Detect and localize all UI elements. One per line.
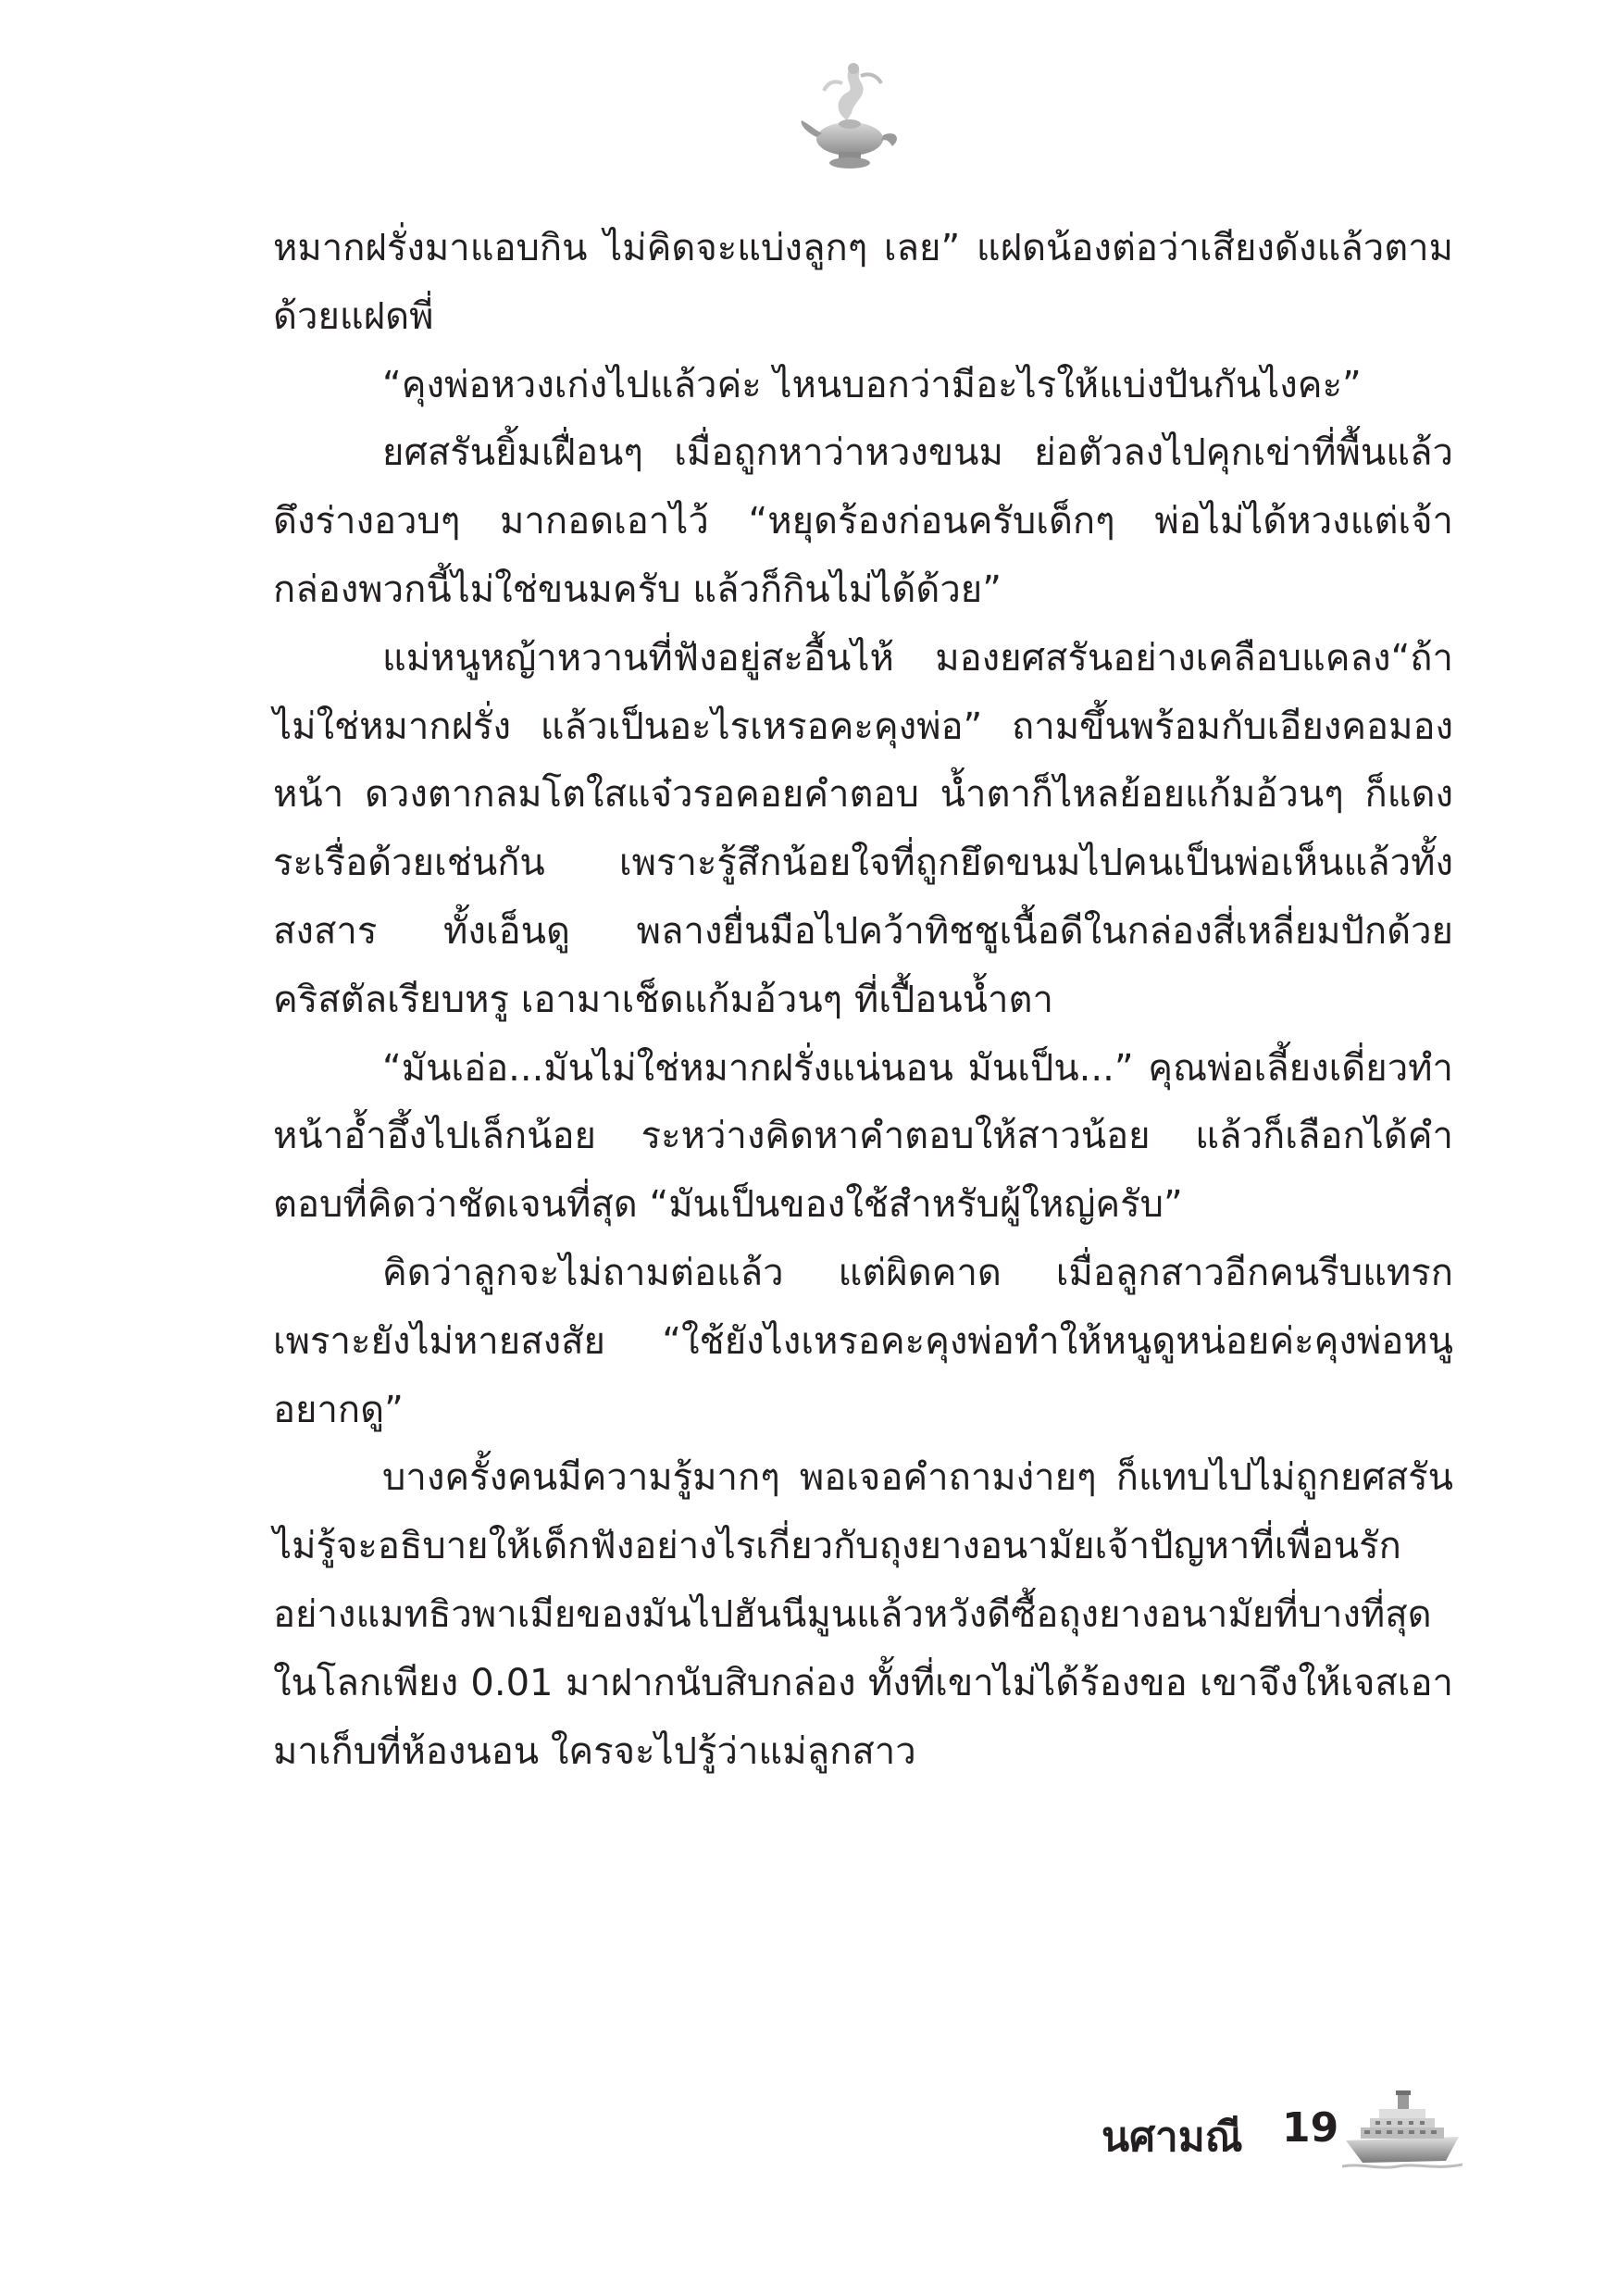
paragraph: แม่หนูหญ้าหวานที่ฟังอยู่สะอื้นไห้ มองยศสรันอย่างเคลือบแคลง“ถ้าไม่ใช่หมากฝรั่ง แล้วเป็นอะไรเหรอคะคุงพ่อ” ถามขึ้นพร้อมกับเอียงคอมองหน้า ดวงตากลมโตใสแจ๋วรอคอยคำตอบ น้ำตาก็ไหลย้อยแก้มอ้วนๆ ก็แดงระเรื่อด้วยเช่นกัน เพราะรู้สึกน้อยใจที่ถูกยึดขนมไปคนเป็นพ่อเห็นแล้วทั้งสงสาร ทั้งเอ็นดู พลางยื่นมือไปคว้าทิชชูเนื้อดีในกล่องสี่เหลี่ยมปักด้วยคริสตัลเรียบหรู เอามาเช็ดแก้มอ้วนๆ ที่เปื้อนน้ำตา xyxy=(273,636,1453,1021)
paragraph: ยศสรันยิ้มเฝื่อนๆ เมื่อถูกหาว่าหวงขนม ย่อตัวลงไปคุกเข่าที่พื้นแล้วดึงร่างอวบๆ มากอดเอาไว้ “หยุดร้องก่อนครับเด็กๆ พ่อไม่ได้หวงแต่เจ้ากล่องพวกนี้ไม่ใช่ขนมครับ แล้วก็กินไม่ได้ด้วย” xyxy=(273,431,1453,611)
paragraph: “มันเอ่อ...มันไม่ใช่หมากฝรั่งแน่นอน มันเป็น...” คุณพ่อเลี้ยงเดี่ยวทำหน้าอ้ำอึ้งไปเล็กน้อย ระหว่างคิดหาคำตอบให้สาวน้อย แล้วก็เลือกได้คำตอบที่คิดว่าชัดเจนที่สุด “มันเป็นของใช้สำหรับผู้ใหญ่ครับ” xyxy=(273,1046,1453,1227)
page-footer xyxy=(1092,2078,1481,2190)
paragraph: “คุงพ่อหวงเก่งไปแล้วค่ะ ไหนบอกว่ามีอะไรให้แบ่งปันกันไงคะ” xyxy=(382,363,1362,406)
footer-book-title: นศามณี xyxy=(1101,2114,1243,2161)
body-text xyxy=(273,215,1453,1786)
paragraph: คิดว่าลูกจะไม่ถามต่อแล้ว แต่ผิดคาด เมื่อลูกสาวอีกคนรีบแทรกเพราะยังไม่หายสงสัย “ใช้ยังไงเหรอคะคุงพ่อทำให้หนูดูหน่อยค่ะคุงพ่อหนูอยากดู” xyxy=(273,1251,1453,1431)
genie-lamp-icon xyxy=(796,56,907,176)
ship-icon xyxy=(1342,2083,1462,2176)
paragraph: บางครั้งคนมีความรู้มากๆ พอเจอคำถามง่ายๆ ก็แทบไปไม่ถูกยศสรันไม่รู้จะอธิบายให้เด็กฟังอย่างไรเกี่ยวกับถุงยางอนามัยเจ้าปัญหาที่เพื่อนรักอย่างแมทธิวพาเมียของมันไปฮันนีมูนแล้วหวังดีซื้อถุงยางอนามัยที่บางที่สุดในโลกเพียง 0.01 มาฝากนับสิบกล่อง ทั้งที่เขาไม่ได้ร้องขอ เขาจึงให้เจสเอามาเก็บที่ห้องนอน ใครจะไปรู้ว่าแม่ลูกสาว xyxy=(273,1456,1453,1773)
paragraph: หมากฝรั่งมาแอบกิน ไม่คิดจะแบ่งลูกๆ เลย” แฝดน้องต่อว่าเสียงดังแล้วตามด้วยแฝดพี่ xyxy=(273,227,1453,338)
page-number: 19 xyxy=(1282,2104,1339,2152)
